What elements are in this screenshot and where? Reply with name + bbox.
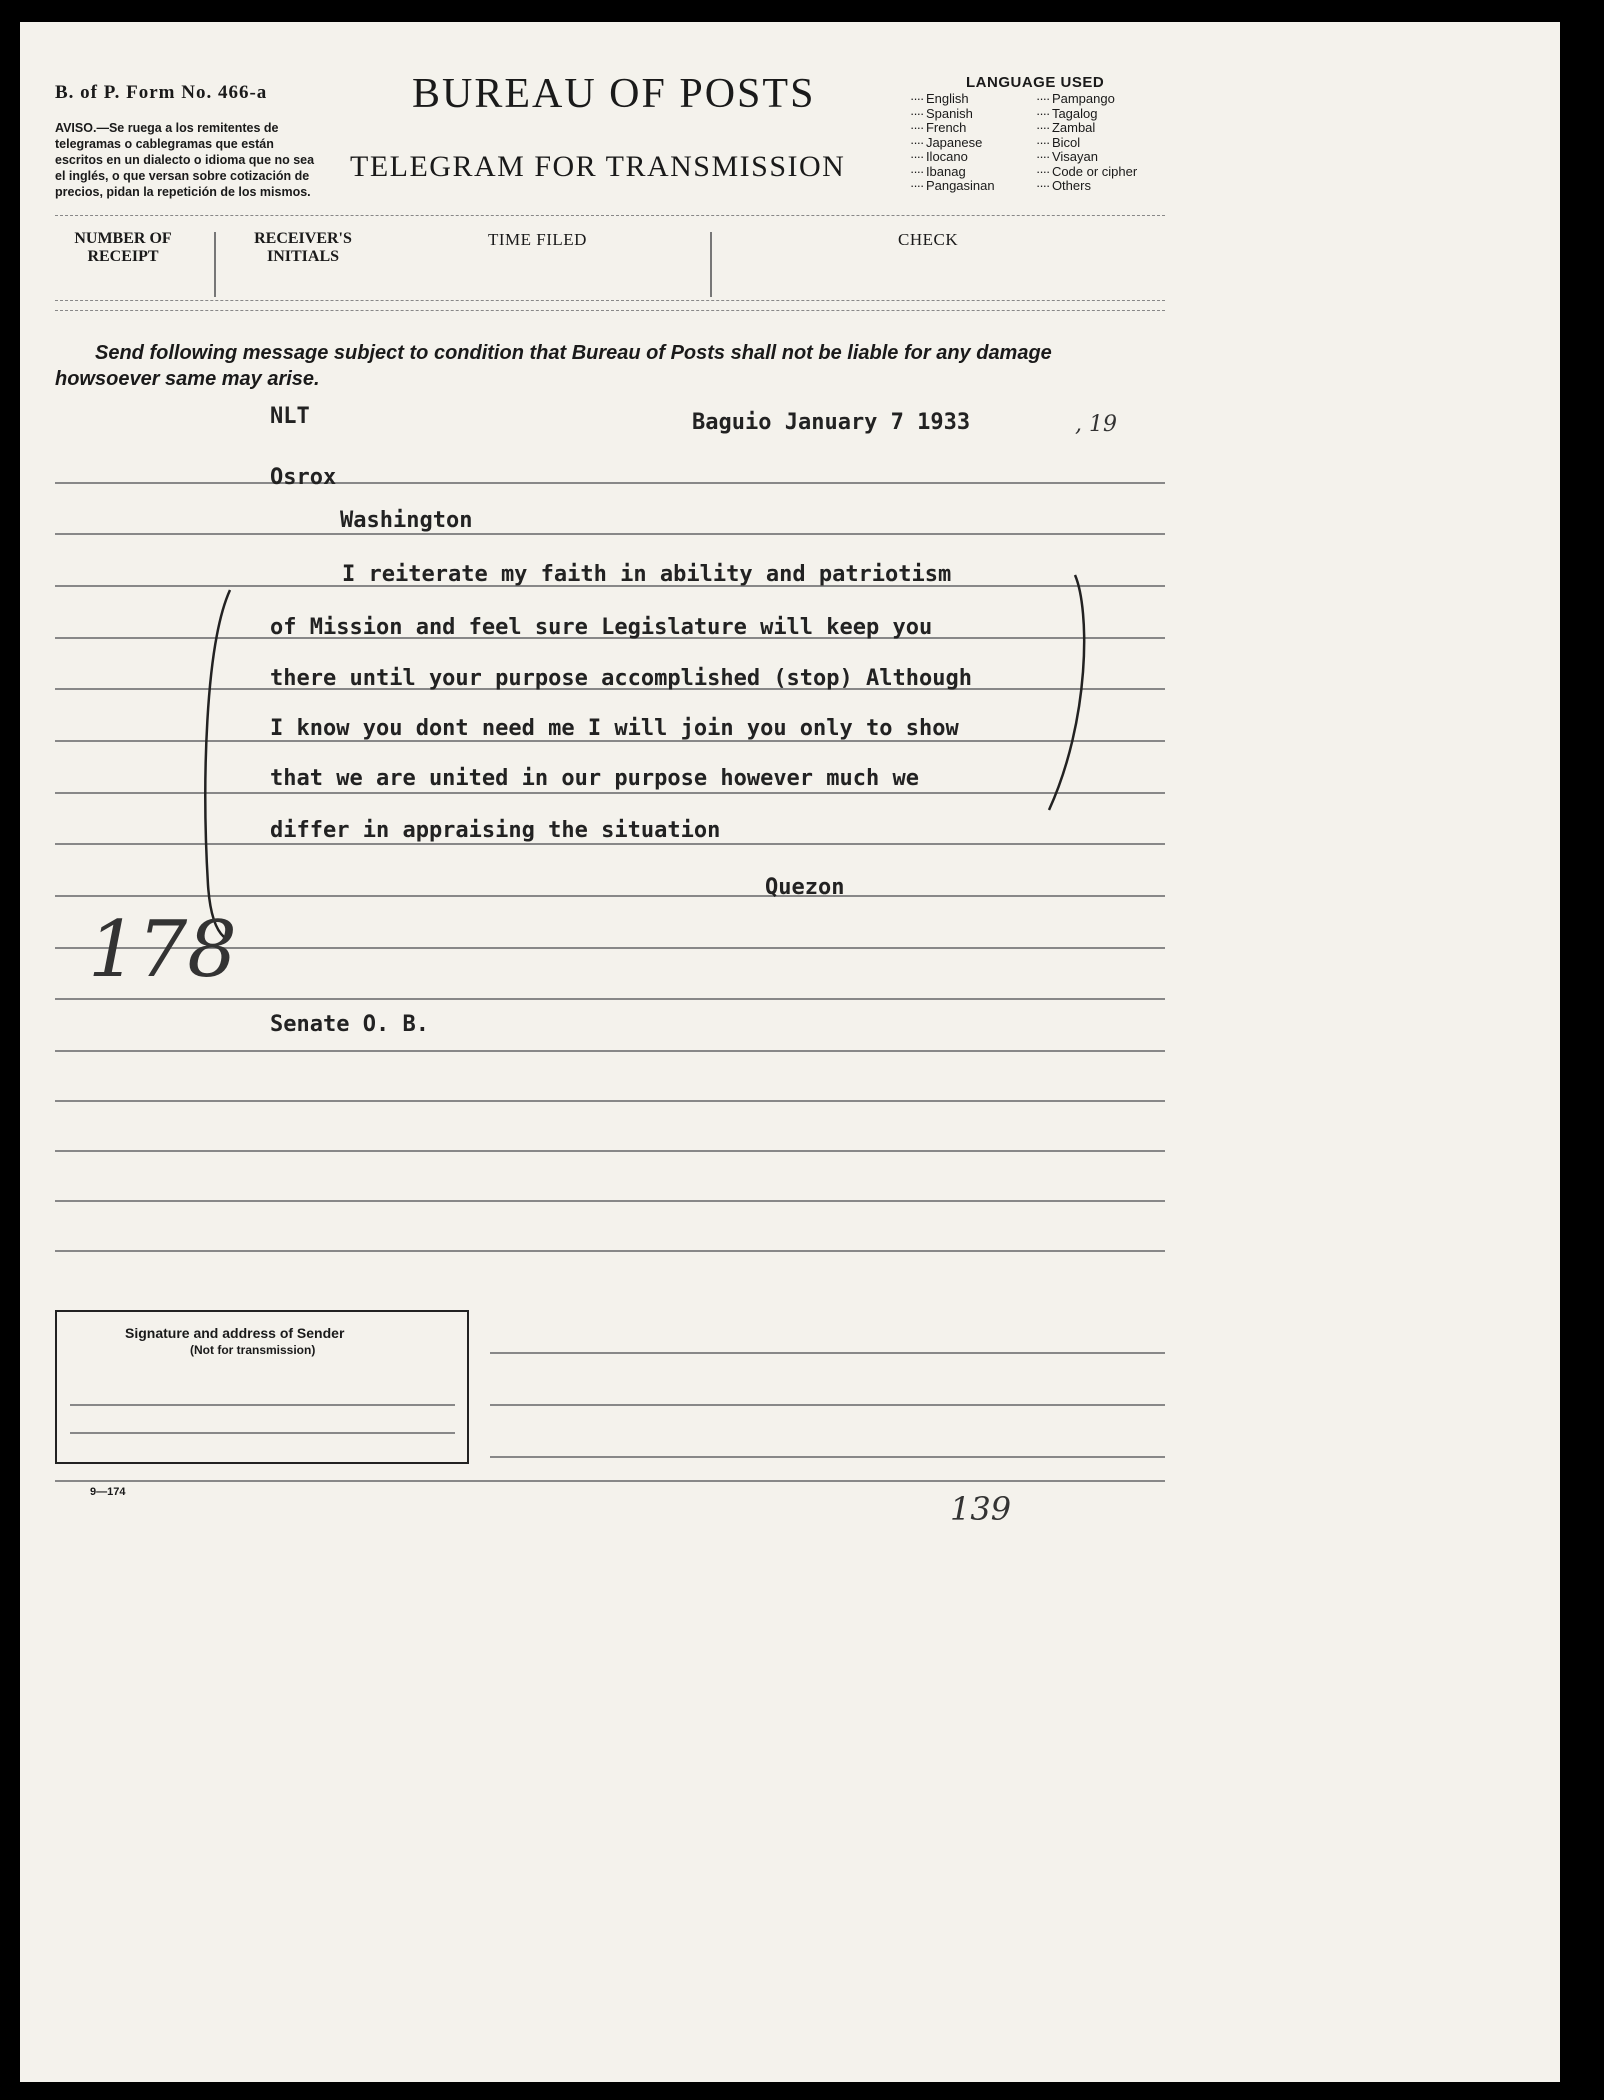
language-list-1 <box>910 92 995 194</box>
receivers-initials-label <box>228 230 378 266</box>
header-divider <box>55 215 1165 216</box>
language-option: ···· Bicol <box>1036 136 1137 151</box>
message-line: there until your purpose accomplished (stop) Although <box>270 666 972 691</box>
receipt-row-divider <box>55 300 1165 301</box>
handwritten-number: 178 <box>88 905 237 995</box>
label-line: RECEIVER'S <box>254 230 352 247</box>
form-subtitle: TELEGRAM FOR TRANSMISSION <box>350 150 846 183</box>
telegram-form <box>20 22 1560 2082</box>
number-of-receipt-label <box>58 230 188 266</box>
receipt-row-divider <box>55 310 1165 311</box>
label-line: RECEIPT <box>87 248 159 265</box>
left-bracket-mark <box>190 585 240 945</box>
column-divider <box>214 232 216 297</box>
ruled-line <box>55 1100 1165 1102</box>
ruled-line <box>55 533 1165 535</box>
language-option: ···· English <box>910 92 995 107</box>
destination-city: Washington <box>340 508 473 533</box>
message-class: NLT <box>270 404 310 429</box>
ruled-line <box>55 1150 1165 1152</box>
ruled-line <box>490 1352 1165 1354</box>
ruled-line <box>55 1480 1165 1482</box>
aviso-notice: AVISO.—Se ruega a los remitentes de telegramas o cablegramas que están escritos en un dialecto o idioma que no sea el inglés, o que versan sobre cotización de precios, pidan la repetición de los mismos. <box>55 121 315 199</box>
message-line: I reiterate my faith in ability and patriotism <box>342 562 952 587</box>
column-divider <box>710 232 712 297</box>
message-line: of Mission and feel sure Legislature will keep you <box>270 615 933 640</box>
language-option: ···· Visayan <box>1036 150 1137 165</box>
label-line: INITIALS <box>266 248 340 265</box>
language-heading: LANGUAGE USED <box>966 74 1105 91</box>
ruled-line <box>490 1456 1165 1458</box>
ruled-line <box>55 998 1165 1000</box>
language-option: ···· Ilocano <box>910 150 995 165</box>
ruled-line <box>55 1050 1165 1052</box>
language-option: ···· Spanish <box>910 107 995 122</box>
message-line: differ in appraising the situation <box>270 818 721 843</box>
ruled-line <box>490 1404 1165 1406</box>
right-bracket-mark <box>1035 570 1095 820</box>
charge-account: Senate O. B. <box>270 1012 429 1037</box>
language-option: ···· Pampango <box>1036 92 1137 107</box>
liability-condition: Send following message subject to condition that Bureau of Posts shall not be liable for any damage howsoever same may arise. <box>55 342 1052 390</box>
language-option: ···· Ibanag <box>910 165 995 180</box>
place-date: Baguio January 7 1933 <box>692 410 971 435</box>
form-number: B. of P. Form No. 466-a <box>55 82 268 103</box>
language-list-2 <box>1036 92 1137 194</box>
page-number: 139 <box>950 1490 1012 1528</box>
language-option: ···· Pangasinan <box>910 179 995 194</box>
sender-line <box>70 1404 455 1406</box>
language-option: ···· Tagalog <box>1036 107 1137 122</box>
year-suffix: , 19 <box>1075 412 1117 437</box>
form-code: 9—174 <box>90 1486 126 1498</box>
language-option: ···· Code or cipher <box>1036 165 1137 180</box>
message-line: that we are united in our purpose however much we <box>270 766 920 791</box>
sender-box-subtitle: (Not for transmission) <box>190 1343 316 1357</box>
language-option: ···· French <box>910 121 995 136</box>
bureau-title: BUREAU OF POSTS <box>412 71 816 117</box>
ruled-line <box>55 1250 1165 1252</box>
check-label: CHECK <box>898 230 959 249</box>
label-line: NUMBER OF <box>74 230 172 247</box>
addressee: Osrox <box>270 465 337 490</box>
language-option: ···· Japanese <box>910 136 995 151</box>
language-option: ···· Zambal <box>1036 121 1137 136</box>
sender-box-title: Signature and address of Sender <box>125 1325 345 1341</box>
language-option: ···· Others <box>1036 179 1137 194</box>
sender-line <box>70 1432 455 1434</box>
sender-signature: Quezon <box>765 875 845 900</box>
ruled-line <box>55 482 1165 484</box>
time-filed-label: TIME FILED <box>488 230 587 249</box>
ruled-line <box>55 1200 1165 1202</box>
message-line: I know you dont need me I will join you only to show <box>270 716 959 741</box>
